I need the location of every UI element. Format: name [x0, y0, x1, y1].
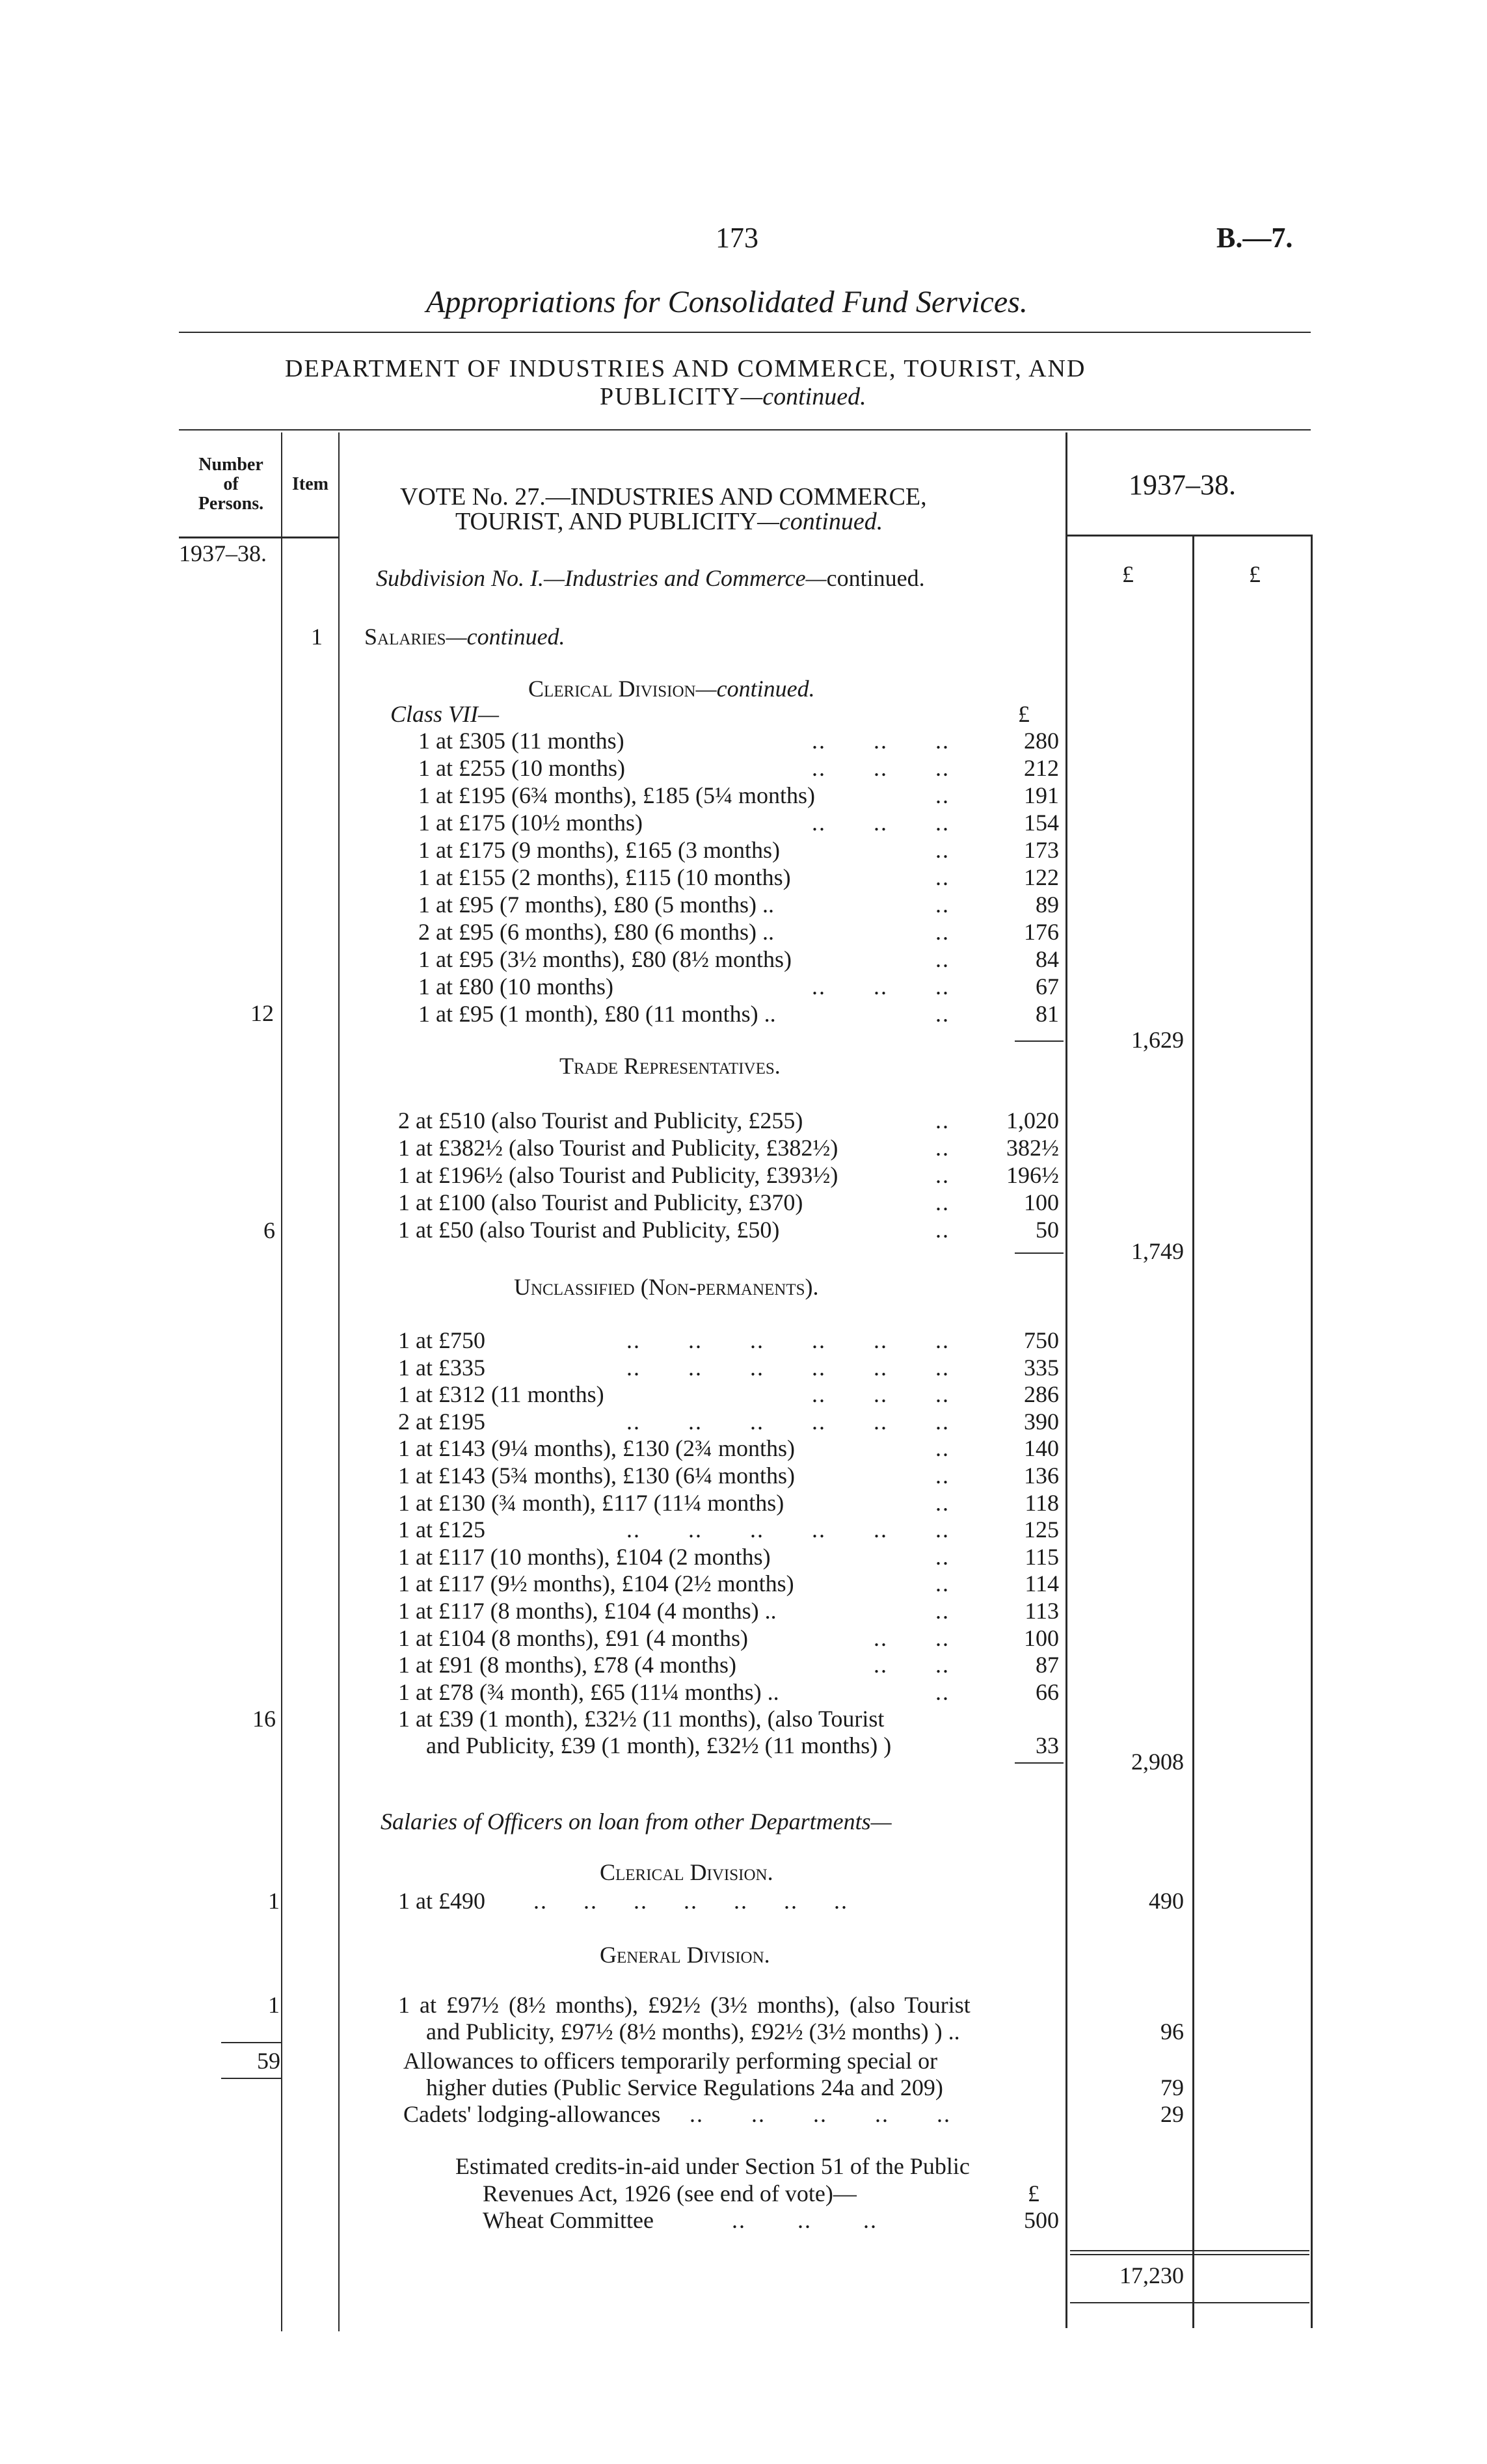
unclassified-row-text: 1 at £104 (8 months), £91 (4 months) — [398, 1624, 748, 1651]
clerical-row-dots: .. .. .. — [812, 755, 950, 781]
amount-column-mid-rule — [1192, 537, 1194, 2328]
trade-row-dots: .. — [935, 1189, 950, 1215]
wheat-amount: 500 — [1024, 2207, 1059, 2233]
vote-heading-continued: —continued. — [757, 508, 883, 535]
clerical-row-dots: .. — [935, 864, 950, 890]
persons-column-header — [185, 455, 276, 514]
trade-row-amount: 382½ — [1006, 1135, 1059, 1161]
unclassified-row-amount: 118 — [1025, 1489, 1059, 1516]
unclassified-row-amount: 750 — [1024, 1327, 1059, 1353]
cadets-dots: .. .. .. .. .. — [690, 2101, 951, 2127]
unclassified-row-text: 2 at £195 — [398, 1408, 485, 1435]
persons-header-line3: Persons. — [198, 494, 264, 514]
salaries-continued: —continued. — [446, 624, 565, 650]
unclassified-last-line2: and Publicity, £39 (1 month), £32½ (11 months) ) — [426, 1732, 892, 1758]
loan-general-line2: and Publicity, £97½ (8½ months), £92½ (3½ months) ) .. — [426, 2019, 960, 2045]
unclassified-row-text: 1 at £335 — [398, 1354, 485, 1381]
allowances-amount: 79 — [1160, 2074, 1184, 2100]
clerical-row-dots: .. .. .. — [812, 728, 950, 754]
clerical-row-dots: .. — [935, 1001, 950, 1027]
clerical-total: 1,629 — [1131, 1027, 1184, 1053]
persons-total-rule-bottom — [221, 2078, 281, 2079]
loan-heading: Salaries of Officers on loan from other Departments— — [381, 1808, 892, 1835]
unclassified-row-dots: .. — [935, 1435, 950, 1462]
clerical-row-dots: .. — [935, 782, 950, 808]
unclassified-last-amount: 33 — [1036, 1732, 1059, 1758]
clerical-row-amount: 173 — [1024, 837, 1059, 863]
clerical-row-dots: .. — [935, 946, 950, 972]
title-rule — [179, 332, 1311, 333]
credits-line2: Revenues Act, 1926 (see end of vote)— — [483, 2180, 857, 2206]
clerical-persons: 12 — [250, 1000, 274, 1026]
salaries-label: Salaries — [364, 624, 446, 650]
clerical-row-text: 1 at £155 (2 months), £115 (10 months) — [418, 864, 791, 890]
unclassified-row-amount: 66 — [1036, 1678, 1059, 1705]
clerical-row-text: 1 at £95 (7 months), £80 (5 months) .. — [418, 892, 774, 918]
class-label: Class VII— — [390, 701, 500, 727]
clerical-row-amount: 122 — [1024, 864, 1059, 890]
trade-row-dots: .. — [935, 1107, 950, 1133]
clerical-row-amount: 191 — [1024, 782, 1059, 808]
clerical-row-dots: .. — [935, 837, 950, 863]
unclassified-row-dots: .. .. .. .. .. .. — [626, 1408, 950, 1435]
unclassified-row-amount: 87 — [1036, 1652, 1059, 1678]
unclassified-row-amount: 136 — [1024, 1463, 1059, 1489]
unclassified-row-dots: .. .. .. .. .. .. — [626, 1327, 950, 1353]
allowances-line1: Allowances to officers temporarily performing special or — [403, 2048, 938, 2074]
department-heading-continued: —continued. — [740, 383, 866, 410]
clerical-row-amount: 280 — [1024, 728, 1059, 754]
unclassified-row-text: 1 at £117 (10 months), £104 (2 months) — [398, 1543, 771, 1570]
trade-row-dots: .. — [935, 1162, 950, 1188]
clerical-heading-label: Clerical Division — [528, 676, 696, 702]
trade-row-amount: 196½ — [1006, 1162, 1059, 1188]
item-column-rule — [338, 432, 340, 2331]
clerical-row-text: 1 at £255 (10 months) — [418, 755, 625, 781]
clerical-subtotal-rule — [1015, 1040, 1064, 1042]
credits-line1: Estimated credits-in-aid under Section 51 of the Public — [455, 2153, 970, 2179]
page-title: Appropriations for Consolidated Fund Services. — [426, 285, 1028, 319]
unclassified-row-dots: .. — [935, 1598, 950, 1624]
trade-row-dots: .. — [935, 1217, 950, 1243]
department-heading-name: PUBLICITY — [600, 383, 741, 410]
unclassified-row-dots: .. — [935, 1463, 950, 1489]
clerical-row-dots: .. — [935, 919, 950, 945]
unclassified-row-dots: .. .. — [874, 1624, 950, 1651]
unclassified-row-dots: .. .. — [874, 1652, 950, 1678]
persons-column-rule — [281, 432, 282, 2331]
clerical-row-dots: .. — [935, 892, 950, 918]
unclassified-row-text: 1 at £78 (¾ month), £65 (11¼ months) .. — [398, 1678, 779, 1705]
trade-row-amount: 1,020 — [1006, 1107, 1059, 1133]
clerical-heading-continued: —continued. — [695, 676, 815, 702]
trade-row-text: 1 at £100 (also Tourist and Publicity, £370) — [398, 1189, 803, 1215]
unclassified-row-text: 1 at £143 (5¾ months), £130 (6¼ months) — [398, 1463, 795, 1489]
unclassified-heading: Unclassified (Non-permanents). — [514, 1274, 819, 1300]
clerical-pound-sign: £ — [1018, 701, 1030, 727]
year-column-left: 1937–38. — [179, 540, 267, 566]
amount-column-right-rule — [1311, 537, 1313, 2328]
vote-heading-line2 — [455, 507, 883, 536]
trade-row-text: 1 at £196½ (also Tourist and Publicity, £393½) — [398, 1162, 838, 1188]
unclassified-row-amount: 335 — [1024, 1354, 1059, 1381]
clerical-row-amount: 212 — [1024, 755, 1059, 781]
loan-clerical-amount: 490 — [1149, 1888, 1184, 1914]
year-header-rule-left — [179, 537, 338, 538]
grand-total-rule-bottom — [1070, 2302, 1309, 2303]
department-heading-line2 — [600, 382, 866, 411]
clerical-row-amount: 67 — [1036, 974, 1059, 1000]
credits-pound-sign: £ — [1028, 2180, 1039, 2206]
vote-heading-line1: VOTE No. 27.—INDUSTRIES AND COMMERCE, — [400, 483, 927, 510]
unclassified-row-text: 1 at £91 (8 months), £78 (4 months) — [398, 1652, 736, 1678]
trade-row-text: 2 at £510 (also Tourist and Publicity, £255) — [398, 1107, 803, 1133]
clerical-row-amount: 176 — [1024, 919, 1059, 945]
unclassified-persons: 16 — [252, 1706, 276, 1732]
clerical-row-amount: 154 — [1024, 810, 1059, 836]
clerical-row-text: 1 at £195 (6¾ months), £185 (5¼ months) — [418, 782, 815, 808]
trade-persons: 6 — [263, 1217, 275, 1243]
unclassified-row-amount: 115 — [1025, 1543, 1059, 1570]
unclassified-row-text: 1 at £312 (11 months) — [398, 1381, 604, 1408]
loan-general-line1: 1 at £97½ (8½ months), £92½ (3½ months), (also Tourist — [398, 1992, 971, 2018]
clerical-row-amount: 84 — [1036, 946, 1059, 972]
unclassified-row-dots: .. .. .. — [812, 1381, 950, 1408]
unclassified-row-text: 1 at £750 — [398, 1327, 485, 1353]
grand-total-rule-top — [1070, 2250, 1309, 2251]
unclassified-row-amount: 140 — [1024, 1435, 1059, 1462]
salaries-heading — [364, 623, 565, 650]
loan-clerical-heading: Clerical Division. — [600, 1859, 773, 1885]
trade-subtotal-rule — [1015, 1252, 1064, 1254]
unclassified-row-text: 1 at £130 (¾ month), £117 (11¼ months) — [398, 1489, 784, 1516]
persons-header-line2: of — [223, 474, 239, 494]
unclassified-subtotal-rule — [1015, 1762, 1064, 1764]
clerical-row-dots: .. .. .. — [812, 810, 950, 836]
loan-clerical-dots: .. .. .. .. .. .. .. — [533, 1888, 848, 1914]
trade-row-text: 1 at £382½ (also Tourist and Publicity, £382½) — [398, 1135, 838, 1161]
trade-row-dots: .. — [935, 1135, 950, 1161]
unclassified-row-amount: 125 — [1024, 1517, 1059, 1543]
clerical-row-amount: 81 — [1036, 1001, 1059, 1027]
pound-column-mid: £ — [1122, 561, 1134, 587]
amount-column-left-rule — [1065, 432, 1067, 2328]
unclassified-row-dots: .. .. .. .. .. .. — [626, 1517, 950, 1543]
subdivision-title: Subdivision No. I.—Industries and Commerce— — [376, 565, 827, 591]
document-reference: B.—7. — [1216, 222, 1293, 254]
trade-row-amount: 100 — [1024, 1189, 1059, 1215]
page-number: 173 — [716, 222, 758, 254]
trade-row-amount: 50 — [1036, 1217, 1059, 1243]
clerical-row-amount: 89 — [1036, 892, 1059, 918]
clerical-row-text: 1 at £175 (9 months), £165 (3 months) — [418, 837, 780, 863]
unclassified-row-dots: .. .. .. .. .. .. — [626, 1354, 950, 1381]
pound-column-right: £ — [1249, 561, 1261, 587]
subdivision-continued: continued. — [826, 565, 925, 591]
clerical-row-text: 1 at £305 (11 months) — [418, 728, 624, 754]
wheat-dots: .. .. .. — [732, 2207, 877, 2233]
unclassified-row-text: 1 at £143 (9¼ months), £130 (2¾ months) — [398, 1435, 795, 1462]
clerical-row-dots: .. .. .. — [812, 974, 950, 1000]
trade-row-text: 1 at £50 (also Tourist and Publicity, £50) — [398, 1217, 780, 1243]
loan-clerical-persons: 1 — [268, 1888, 280, 1914]
unclassified-row-dots: .. — [935, 1543, 950, 1570]
allowances-line2: higher duties (Public Service Regulations 24a and 209) — [426, 2074, 943, 2100]
year-header-rule-right — [1065, 535, 1313, 537]
loan-general-heading: General Division. — [600, 1942, 770, 1968]
unclassified-row-text: 1 at £117 (8 months), £104 (4 months) .. — [398, 1598, 777, 1624]
item-number: 1 — [311, 624, 323, 650]
unclassified-row-amount: 114 — [1025, 1570, 1059, 1597]
loan-clerical-text: 1 at £490 — [398, 1888, 485, 1914]
unclassified-row-amount: 390 — [1024, 1408, 1059, 1435]
vote-heading-name: TOURIST, AND PUBLICITY — [455, 508, 758, 535]
cadets-text: Cadets' lodging-allowances — [403, 2101, 661, 2127]
trade-total: 1,749 — [1131, 1238, 1184, 1264]
subdivision-heading — [376, 564, 925, 592]
cadets-amount: 29 — [1160, 2101, 1184, 2127]
persons-total-rule-top — [221, 2042, 281, 2043]
unclassified-row-dots: .. — [935, 1678, 950, 1705]
clerical-heading — [528, 675, 815, 702]
clerical-row-text: 2 at £95 (6 months), £80 (6 months) .. — [418, 919, 774, 945]
grand-total-rule-top2 — [1070, 2254, 1309, 2255]
clerical-row-text: 1 at £80 (10 months) — [418, 974, 613, 1000]
unclassified-row-amount: 286 — [1024, 1381, 1059, 1408]
loan-general-amount: 96 — [1160, 2019, 1184, 2045]
unclassified-total: 2,908 — [1131, 1749, 1184, 1775]
trade-heading: Trade Representatives. — [559, 1053, 781, 1079]
unclassified-row-amount: 100 — [1024, 1624, 1059, 1651]
header-rule — [179, 429, 1311, 431]
department-heading-line1: DEPARTMENT OF INDUSTRIES AND COMMERCE, TOURIST, AND — [285, 355, 1086, 382]
item-column-header: Item — [292, 474, 328, 494]
clerical-row-text: 1 at £175 (10½ months) — [418, 810, 643, 836]
unclassified-row-text: 1 at £117 (9½ months), £104 (2½ months) — [398, 1570, 794, 1597]
persons-total: 59 — [257, 2048, 280, 2074]
persons-header-line1: Number — [198, 455, 263, 475]
clerical-row-text: 1 at £95 (3½ months), £80 (8½ months) — [418, 946, 792, 972]
grand-total: 17,230 — [1119, 2262, 1184, 2288]
unclassified-last-line1: 1 at £39 (1 month), £32½ (11 months), (also Tourist — [398, 1706, 885, 1732]
unclassified-row-dots: .. — [935, 1570, 950, 1597]
unclassified-row-amount: 113 — [1025, 1598, 1059, 1624]
unclassified-row-dots: .. — [935, 1489, 950, 1516]
unclassified-row-text: 1 at £125 — [398, 1517, 485, 1543]
clerical-row-text: 1 at £95 (1 month), £80 (11 months) .. — [418, 1001, 776, 1027]
wheat-text: Wheat Committee — [483, 2207, 654, 2233]
year-column-right: 1937–38. — [1129, 469, 1236, 501]
loan-general-persons: 1 — [268, 1992, 280, 2018]
